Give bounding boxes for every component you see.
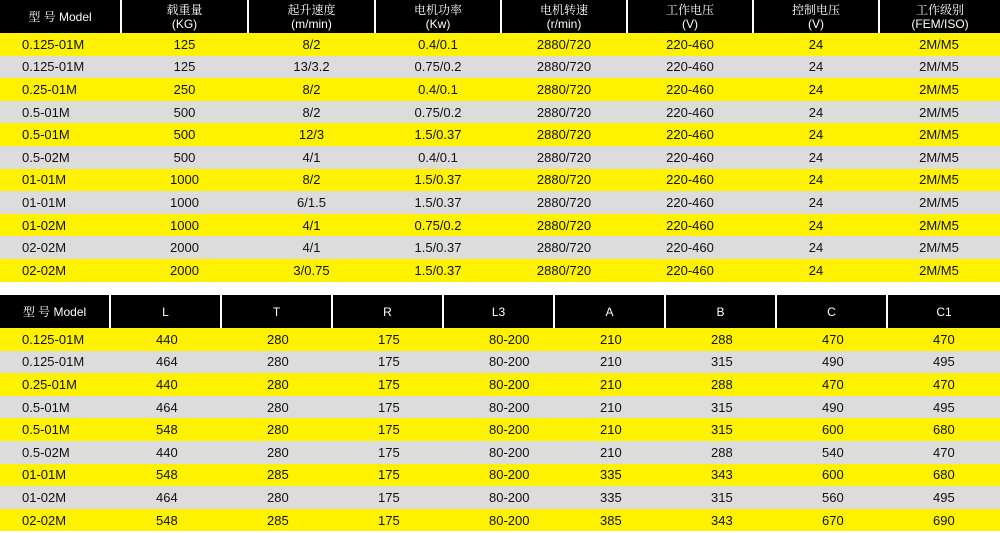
spec-table-row [0, 123, 1000, 146]
value-cell: 80-200 [444, 373, 555, 396]
value-cell: 280 [222, 418, 333, 441]
dimension-table-row [0, 418, 1000, 441]
value-cell: 220-460 [628, 146, 754, 169]
value-cell: 210 [555, 351, 666, 374]
dim-header-model: 型 号 Model [0, 295, 111, 328]
value-cell: 343 [666, 509, 777, 532]
value-cell: 2880/720 [502, 33, 628, 56]
spec-table-row [0, 214, 1000, 237]
value-cell: 24 [754, 169, 880, 192]
value-cell: 80-200 [444, 351, 555, 374]
value-cell: 2M/M5 [880, 236, 1000, 259]
value-cell: 335 [555, 486, 666, 509]
value-cell: 490 [777, 351, 888, 374]
value-cell: 690 [888, 509, 1000, 532]
value-cell: 1000 [122, 214, 249, 237]
spec-table-row [0, 259, 1000, 282]
value-cell: 560 [777, 486, 888, 509]
value-cell: 2880/720 [502, 123, 628, 146]
value-cell: 495 [888, 351, 1000, 374]
value-cell: 80-200 [444, 486, 555, 509]
value-cell: 2M/M5 [880, 214, 1000, 237]
value-cell: 220-460 [628, 78, 754, 101]
value-cell: 4/1 [249, 214, 376, 237]
value-cell: 175 [333, 351, 444, 374]
value-cell: 285 [222, 464, 333, 487]
value-cell: 280 [222, 373, 333, 396]
value-cell: 2880/720 [502, 236, 628, 259]
value-cell: 440 [111, 441, 222, 464]
value-cell: 470 [888, 373, 1000, 396]
value-cell: 600 [777, 418, 888, 441]
value-cell: 1000 [122, 191, 249, 214]
value-cell: 470 [888, 328, 1000, 351]
dim-header-t: T [222, 295, 333, 328]
model-cell: 01-02M [0, 214, 122, 237]
value-cell: 490 [777, 396, 888, 419]
value-cell: 220-460 [628, 56, 754, 79]
value-cell: 80-200 [444, 509, 555, 532]
model-cell: 0.125-01M [0, 33, 122, 56]
model-cell: 0.25-01M [0, 373, 111, 396]
value-cell: 8/2 [249, 78, 376, 101]
value-cell: 464 [111, 396, 222, 419]
value-cell: 315 [666, 418, 777, 441]
value-cell: 220-460 [628, 123, 754, 146]
value-cell: 548 [111, 464, 222, 487]
model-cell: 0.5-02M [0, 441, 111, 464]
model-cell: 0.5-02M [0, 146, 122, 169]
value-cell: 464 [111, 486, 222, 509]
value-cell: 24 [754, 33, 880, 56]
value-cell: 2880/720 [502, 169, 628, 192]
value-cell: 2880/720 [502, 259, 628, 282]
dimension-table-row [0, 373, 1000, 396]
dimension-table-row [0, 328, 1000, 351]
value-cell: 125 [122, 56, 249, 79]
dim-header-r: R [333, 295, 444, 328]
value-cell: 13/3.2 [249, 56, 376, 79]
spec-header-control-voltage: 控制电压 (V) [754, 0, 880, 33]
value-cell: 175 [333, 486, 444, 509]
value-cell: 280 [222, 486, 333, 509]
value-cell: 288 [666, 328, 777, 351]
value-cell: 80-200 [444, 441, 555, 464]
value-cell: 0.75/0.2 [376, 56, 502, 79]
value-cell: 280 [222, 328, 333, 351]
value-cell: 220-460 [628, 169, 754, 192]
spec-header-motor-speed: 电机转速 (r/min) [502, 0, 628, 33]
value-cell: 220-460 [628, 259, 754, 282]
value-cell: 2M/M5 [880, 101, 1000, 124]
value-cell: 315 [666, 351, 777, 374]
value-cell: 0.4/0.1 [376, 33, 502, 56]
dimension-table-row [0, 396, 1000, 419]
model-cell: 01-01M [0, 191, 122, 214]
value-cell: 8/2 [249, 169, 376, 192]
value-cell: 175 [333, 373, 444, 396]
value-cell: 315 [666, 396, 777, 419]
dimension-table [0, 295, 1000, 531]
value-cell: 280 [222, 396, 333, 419]
value-cell: 1.5/0.37 [376, 236, 502, 259]
value-cell: 175 [333, 509, 444, 532]
value-cell: 680 [888, 464, 1000, 487]
dimension-table-row [0, 351, 1000, 374]
value-cell: 220-460 [628, 101, 754, 124]
value-cell: 495 [888, 396, 1000, 419]
value-cell: 4/1 [249, 146, 376, 169]
value-cell: 2880/720 [502, 191, 628, 214]
value-cell: 2M/M5 [880, 146, 1000, 169]
value-cell: 500 [122, 123, 249, 146]
spec-table-row [0, 78, 1000, 101]
value-cell: 210 [555, 328, 666, 351]
model-cell: 0.5-01M [0, 396, 111, 419]
value-cell: 220-460 [628, 236, 754, 259]
spec-table-row [0, 236, 1000, 259]
spec-header-load: 载重量 (KG) [122, 0, 249, 33]
value-cell: 470 [777, 373, 888, 396]
value-cell: 2M/M5 [880, 169, 1000, 192]
value-cell: 548 [111, 509, 222, 532]
value-cell: 2880/720 [502, 56, 628, 79]
value-cell: 1.5/0.37 [376, 123, 502, 146]
value-cell: 125 [122, 33, 249, 56]
model-cell: 02-02M [0, 509, 111, 532]
spec-header-lift-speed: 起升速度 (m/min) [249, 0, 376, 33]
value-cell: 495 [888, 486, 1000, 509]
dim-header-c1: C1 [888, 295, 1000, 328]
value-cell: 280 [222, 351, 333, 374]
value-cell: 470 [777, 328, 888, 351]
value-cell: 24 [754, 236, 880, 259]
value-cell: 24 [754, 214, 880, 237]
value-cell: 24 [754, 123, 880, 146]
model-cell: 0.5-01M [0, 418, 111, 441]
value-cell: 175 [333, 464, 444, 487]
value-cell: 175 [333, 328, 444, 351]
value-cell: 80-200 [444, 418, 555, 441]
value-cell: 2880/720 [502, 78, 628, 101]
value-cell: 2M/M5 [880, 191, 1000, 214]
value-cell: 250 [122, 78, 249, 101]
value-cell: 2000 [122, 236, 249, 259]
value-cell: 4/1 [249, 236, 376, 259]
dim-header-c: C [777, 295, 888, 328]
value-cell: 285 [222, 509, 333, 532]
model-cell: 01-01M [0, 464, 111, 487]
value-cell: 24 [754, 146, 880, 169]
value-cell: 220-460 [628, 214, 754, 237]
value-cell: 24 [754, 101, 880, 124]
value-cell: 2M/M5 [880, 78, 1000, 101]
value-cell: 2M/M5 [880, 259, 1000, 282]
value-cell: 2M/M5 [880, 123, 1000, 146]
value-cell: 1.5/0.37 [376, 191, 502, 214]
spec-table-row [0, 101, 1000, 124]
spec-table-row [0, 169, 1000, 192]
model-cell: 0.125-01M [0, 351, 111, 374]
value-cell: 210 [555, 418, 666, 441]
value-cell: 288 [666, 441, 777, 464]
value-cell: 680 [888, 418, 1000, 441]
spec-table-row [0, 146, 1000, 169]
value-cell: 2M/M5 [880, 56, 1000, 79]
value-cell: 8/2 [249, 101, 376, 124]
value-cell: 315 [666, 486, 777, 509]
value-cell: 280 [222, 441, 333, 464]
spec-header-work-voltage: 工作电压 (V) [628, 0, 754, 33]
dim-header-b: B [666, 295, 777, 328]
value-cell: 0.75/0.2 [376, 214, 502, 237]
spec-table-row [0, 191, 1000, 214]
value-cell: 3/0.75 [249, 259, 376, 282]
value-cell: 1000 [122, 169, 249, 192]
value-cell: 343 [666, 464, 777, 487]
value-cell: 175 [333, 418, 444, 441]
value-cell: 470 [888, 441, 1000, 464]
value-cell: 24 [754, 56, 880, 79]
dimension-table-row [0, 464, 1000, 487]
value-cell: 0.4/0.1 [376, 78, 502, 101]
value-cell: 24 [754, 191, 880, 214]
value-cell: 2M/M5 [880, 33, 1000, 56]
dim-header-l: L [111, 295, 222, 328]
value-cell: 440 [111, 373, 222, 396]
value-cell: 288 [666, 373, 777, 396]
spec-header-motor-power: 电机功率 (Kw) [376, 0, 502, 33]
spec-header-duty-class: 工作级别 (FEM/ISO) [880, 0, 1000, 33]
model-cell: 01-01M [0, 169, 122, 192]
value-cell: 220-460 [628, 33, 754, 56]
dim-header-l3: L3 [444, 295, 555, 328]
model-cell: 0.5-01M [0, 123, 122, 146]
value-cell: 175 [333, 441, 444, 464]
model-cell: 02-02M [0, 259, 122, 282]
value-cell: 24 [754, 259, 880, 282]
value-cell: 210 [555, 396, 666, 419]
value-cell: 500 [122, 146, 249, 169]
value-cell: 2880/720 [502, 146, 628, 169]
dimension-table-row [0, 441, 1000, 464]
model-cell: 0.25-01M [0, 78, 122, 101]
value-cell: 385 [555, 509, 666, 532]
value-cell: 464 [111, 351, 222, 374]
value-cell: 335 [555, 464, 666, 487]
value-cell: 2880/720 [502, 214, 628, 237]
spec-table-row [0, 56, 1000, 79]
spec-header-model: 型 号 Model [0, 0, 122, 33]
dimension-table-row [0, 486, 1000, 509]
value-cell: 80-200 [444, 396, 555, 419]
value-cell: 670 [777, 509, 888, 532]
value-cell: 80-200 [444, 328, 555, 351]
dimension-table-header-row [0, 295, 1000, 328]
model-cell: 01-02M [0, 486, 111, 509]
value-cell: 210 [555, 373, 666, 396]
spec-table-row [0, 33, 1000, 56]
value-cell: 8/2 [249, 33, 376, 56]
dimension-table-row [0, 509, 1000, 532]
value-cell: 0.75/0.2 [376, 101, 502, 124]
model-cell: 0.5-01M [0, 101, 122, 124]
value-cell: 500 [122, 101, 249, 124]
value-cell: 80-200 [444, 464, 555, 487]
value-cell: 210 [555, 441, 666, 464]
value-cell: 600 [777, 464, 888, 487]
model-cell: 02-02M [0, 236, 122, 259]
value-cell: 2000 [122, 259, 249, 282]
value-cell: 440 [111, 328, 222, 351]
model-cell: 0.125-01M [0, 328, 111, 351]
value-cell: 1.5/0.37 [376, 259, 502, 282]
value-cell: 175 [333, 396, 444, 419]
value-cell: 24 [754, 78, 880, 101]
value-cell: 6/1.5 [249, 191, 376, 214]
value-cell: 540 [777, 441, 888, 464]
value-cell: 0.4/0.1 [376, 146, 502, 169]
value-cell: 220-460 [628, 191, 754, 214]
value-cell: 2880/720 [502, 101, 628, 124]
value-cell: 12/3 [249, 123, 376, 146]
value-cell: 548 [111, 418, 222, 441]
dim-header-a: A [555, 295, 666, 328]
model-cell: 0.125-01M [0, 56, 122, 79]
value-cell: 1.5/0.37 [376, 169, 502, 192]
spec-table-header-row [0, 0, 1000, 33]
